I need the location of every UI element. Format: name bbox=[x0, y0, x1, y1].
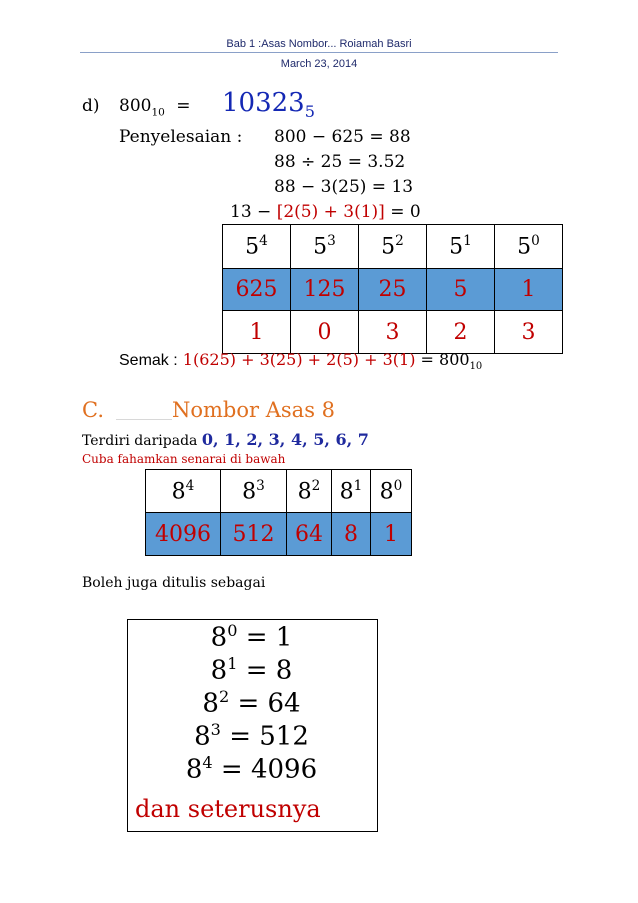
base5-table bbox=[222, 224, 563, 354]
digit-cell: 0 bbox=[291, 311, 359, 354]
value-cell: 64 bbox=[287, 513, 332, 556]
power-cell: $5^1$ bbox=[427, 225, 495, 269]
solution-step-1: 800 − 625 = 88 bbox=[274, 127, 411, 147]
value-cell: 25 bbox=[359, 269, 427, 311]
value-cell: 512 bbox=[221, 513, 287, 556]
value-cell: 5 bbox=[427, 269, 495, 311]
check-result: = $800_{10}$ bbox=[420, 350, 483, 373]
base8-table bbox=[145, 469, 412, 556]
digit-cell: 2 bbox=[427, 311, 495, 354]
check-line bbox=[119, 350, 482, 372]
check-label: Semak : bbox=[119, 352, 178, 369]
section-c-letter: C. bbox=[82, 398, 104, 422]
value-cell: 1 bbox=[495, 269, 563, 311]
section-c-underline bbox=[116, 419, 172, 420]
page-header-title: Bab 1 :Asas Nombor... Roiamah Basri bbox=[226, 38, 412, 50]
power-cell: $5^0$ bbox=[495, 225, 563, 269]
part-d-answer: $10323_5$ bbox=[222, 88, 315, 122]
power-cell: $8^0$ bbox=[371, 470, 412, 513]
value-cell: 1 bbox=[371, 513, 412, 556]
power-cell: $8^3$ bbox=[221, 470, 287, 513]
digit-cell: 1 bbox=[223, 311, 291, 354]
consists-line bbox=[82, 430, 369, 449]
power-list-item: $8^4 = 4096$ bbox=[185, 753, 318, 785]
header-divider bbox=[80, 52, 558, 53]
power-cell: $5^4$ bbox=[223, 225, 291, 269]
solution-step-4: 13 − [2(5) + 3(1)] = 0 bbox=[230, 202, 421, 222]
power-list-item: $8^0 = 1$ bbox=[210, 621, 293, 653]
digit-cell: 3 bbox=[495, 311, 563, 354]
value-cell: 4096 bbox=[146, 513, 221, 556]
page-header-date: March 23, 2014 bbox=[280, 58, 358, 70]
digit-list: 0, 1, 2, 3, 4, 5, 6, 7 bbox=[201, 430, 369, 449]
value-cell: 125 bbox=[291, 269, 359, 311]
power-cell: $8^4$ bbox=[146, 470, 221, 513]
power-list-item: $8^2 = 64$ bbox=[202, 687, 301, 719]
section-c-title: Nombor Asas 8 bbox=[172, 398, 336, 422]
instruction-text: Cuba fahamkan senarai di bawah bbox=[82, 452, 286, 466]
power-cell: $5^3$ bbox=[291, 225, 359, 269]
consists-label: Terdiri daripada bbox=[82, 433, 198, 449]
value-cell: 8 bbox=[332, 513, 371, 556]
and-so-on-text: dan seterusnya bbox=[135, 795, 321, 823]
power-cell: $8^1$ bbox=[332, 470, 371, 513]
check-expression: 1(625) + 3(25) + 2(5) + 3(1) bbox=[182, 350, 416, 369]
solution-step-2: 88 ÷ 25 = 3.52 bbox=[274, 152, 406, 172]
solution-label: Penyelesaian : bbox=[119, 127, 243, 147]
also-written-text: Boleh juga ditulis sebagai bbox=[82, 575, 266, 591]
solution-step-3: 88 − 3(25) = 13 bbox=[274, 177, 414, 197]
part-d-lhs: $800_{10}$ = bbox=[119, 96, 191, 119]
digit-cell: 3 bbox=[359, 311, 427, 354]
power-cell: $5^2$ bbox=[359, 225, 427, 269]
power-list-item: $8^1 = 8$ bbox=[210, 654, 293, 686]
power-cell: $8^2$ bbox=[287, 470, 332, 513]
value-cell: 625 bbox=[223, 269, 291, 311]
part-d-label: d) bbox=[82, 96, 100, 116]
power-list-item: $8^3 = 512$ bbox=[194, 720, 309, 752]
